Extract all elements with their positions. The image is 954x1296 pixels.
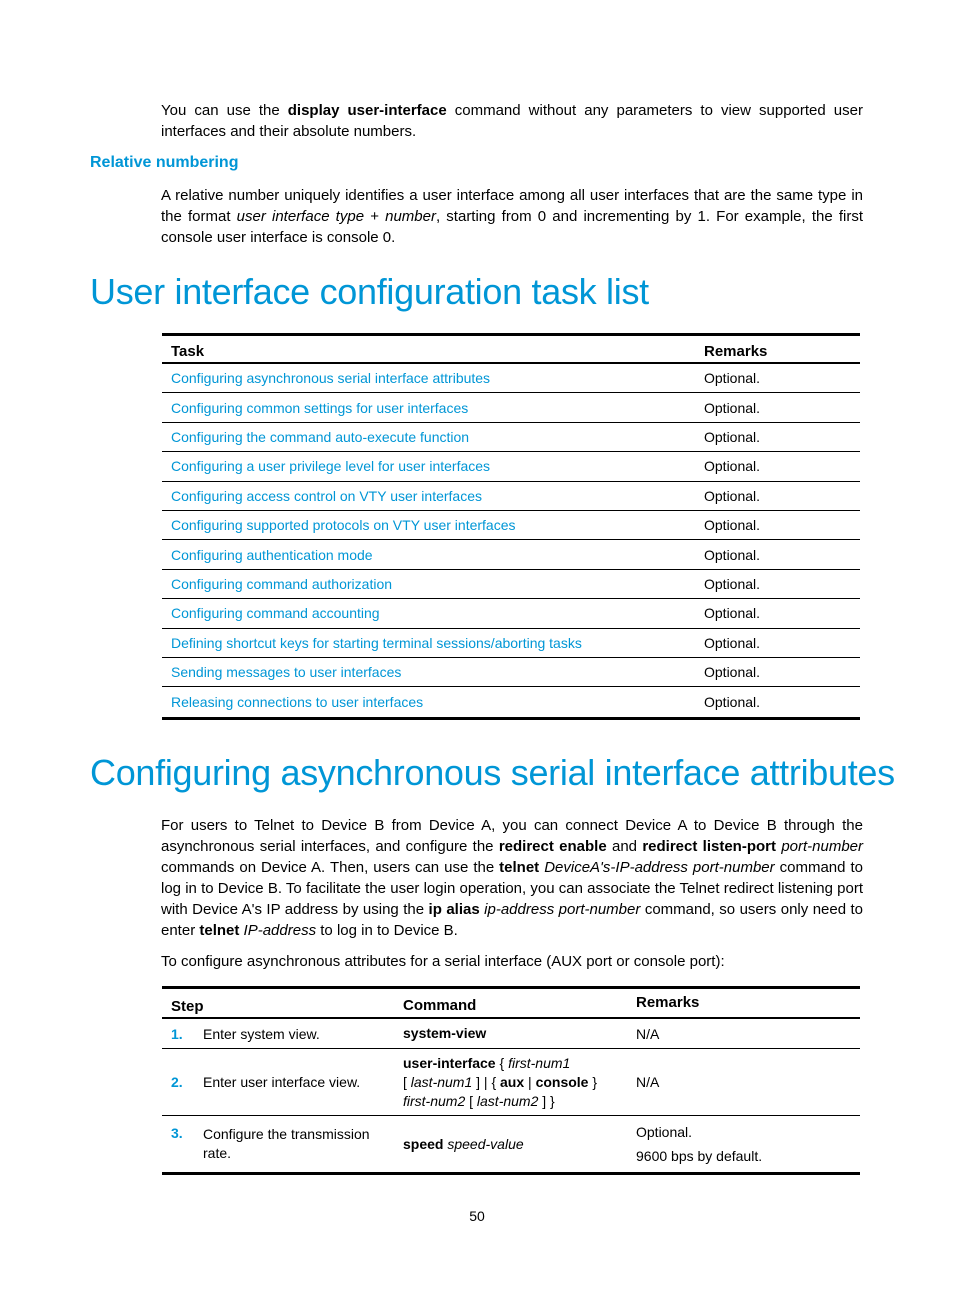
table-row	[162, 393, 860, 422]
step-description: Enter system view.	[203, 1025, 320, 1042]
task-link[interactable]: Configuring the command auto-execute function	[171, 428, 470, 445]
task-link[interactable]: Configuring command accounting	[171, 605, 380, 622]
table-row	[162, 658, 860, 687]
task-link[interactable]: Configuring access control on VTY user interfaces	[171, 487, 483, 504]
task-link[interactable]: Configuring authentication mode	[171, 546, 373, 563]
task-link[interactable]: Sending messages to user interfaces	[171, 664, 402, 681]
relative-numbering-paragraph: A relative number uniquely identifies a user interface among all user interfaces that are the same type in the format user interface type + number, starting from 0 and incrementing by 1. For example, the first console user interface is console 0.	[161, 187, 863, 246]
col-step-header: Step	[171, 998, 204, 1015]
step-remarks: N/A	[636, 1025, 660, 1042]
col-remarks-header: Remarks	[636, 994, 700, 1011]
table-row	[162, 452, 860, 481]
task-remarks: Optional.	[704, 399, 761, 416]
task-link[interactable]: Configuring command authorization	[171, 575, 393, 592]
table-row	[162, 629, 860, 658]
col-task-header: Task	[171, 343, 205, 360]
async-heading: Configuring asynchronous serial interface attributes	[90, 752, 895, 793]
task-link[interactable]: Configuring a user privilege level for user interfaces	[171, 458, 491, 475]
command-text: user-interface { first-num1 [ last-num1 ] | { aux | console } first-num2 [ last-num2 ] }	[403, 1054, 598, 1109]
task-remarks: Optional.	[704, 605, 761, 622]
task-table	[162, 333, 860, 720]
step-remarks: N/A	[636, 1074, 660, 1090]
task-table-header	[162, 336, 860, 364]
task-remarks: Optional.	[704, 693, 761, 710]
table-row	[162, 482, 860, 511]
task-link[interactable]: Configuring common settings for user interfaces	[171, 399, 469, 416]
relative-numbering-heading: Relative numbering	[90, 154, 239, 171]
table-row	[162, 570, 860, 599]
task-remarks: Optional.	[704, 546, 761, 563]
table-row	[162, 511, 860, 540]
command-keyword: speed	[403, 1135, 444, 1152]
table-row	[162, 423, 860, 452]
task-remarks: Optional.	[704, 370, 761, 387]
table-row	[162, 599, 860, 628]
task-list-heading: User interface configuration task list	[90, 271, 649, 312]
table-row	[162, 540, 860, 569]
task-link[interactable]: Releasing connections to user interfaces	[171, 693, 424, 710]
step-table-header	[162, 989, 860, 1019]
task-remarks: Optional.	[704, 664, 761, 681]
page-number: 50	[469, 1208, 485, 1224]
col-remarks-header: Remarks	[704, 343, 768, 360]
step-number: 2.	[171, 1074, 183, 1090]
table-row	[162, 1019, 860, 1049]
task-remarks: Optional.	[704, 634, 761, 651]
async-intro-paragraph: To configure asynchronous attributes for a serial interface (AUX port or console port):	[161, 953, 725, 970]
task-remarks: Optional.	[704, 428, 761, 445]
table-row	[162, 1116, 860, 1172]
async-paragraph: For users to Telnet to Device B from Device A, you can connect Device A to Device B through the asynchronous serial interfaces, and configure the redirect enable and redirect listen-port port-number commands on Device A. Then, users can use the telnet DeviceA's-IP-address port-number command to log in to Device B. To facilitate the user login operation, you can associate the Telnet redirect listening port with Device A's IP address by using the ip alias ip-address port-number command, so users only need to enter telnet IP-address to log in to Device B.	[161, 817, 864, 939]
task-remarks: Optional.	[704, 575, 761, 592]
step-remarks: Optional. 9600 bps by default.	[636, 1124, 763, 1164]
task-link[interactable]: Configuring asynchronous serial interface attributes	[171, 370, 491, 387]
table-row	[162, 364, 860, 393]
command-argument: speed-value	[447, 1135, 524, 1152]
task-remarks: Optional.	[704, 487, 761, 504]
task-remarks: Optional.	[704, 458, 761, 475]
command-text: system-view	[403, 1025, 487, 1041]
table-row	[162, 687, 860, 716]
step-number: 1.	[171, 1025, 183, 1042]
table-row	[162, 1049, 860, 1116]
intro-paragraph: You can use the display user-interface command without any parameters to view supported user interfaces and their absolute numbers.	[161, 102, 863, 140]
task-link[interactable]: Defining shortcut keys for starting terminal sessions/aborting tasks	[171, 634, 582, 651]
step-table	[162, 986, 860, 1175]
col-command-header: Command	[403, 997, 477, 1014]
step-description: Configure the transmission rate.	[203, 1126, 370, 1161]
task-link[interactable]: Configuring supported protocols on VTY user interfaces	[171, 517, 516, 534]
step-description: Enter user interface view.	[203, 1074, 361, 1090]
step-number: 3.	[171, 1125, 183, 1141]
task-remarks: Optional.	[704, 517, 761, 534]
